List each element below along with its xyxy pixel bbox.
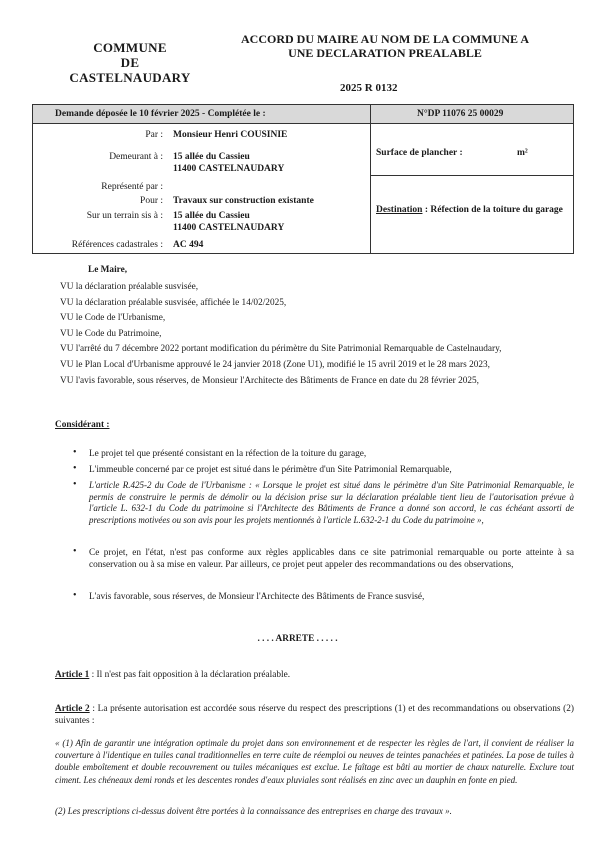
article-1-label: Article 1 [55, 670, 90, 680]
surface-unit: m² [517, 148, 528, 158]
bullet-icon: • [73, 463, 77, 474]
label-par: Par : [145, 130, 163, 140]
value-demeurant: 15 allée du Cassieu [173, 152, 250, 162]
label-represente: Représenté par : [101, 182, 163, 192]
vu-item: VU le Code de l'Urbanisme, [60, 313, 166, 324]
prescription-2: (2) Les prescriptions ci-dessus doivent être portées à la connaissance des entreprises en charge des travaux ». [55, 806, 452, 816]
table-divider [371, 175, 573, 176]
application-table [32, 104, 574, 254]
label-demeurant: Demeurant à : [109, 152, 163, 162]
table-divider [370, 105, 371, 253]
commune-line: DE [120, 55, 140, 70]
considerant-title: Considérant : [55, 420, 110, 430]
document-title [210, 32, 560, 60]
vu-item: VU l'arrêté du 7 décembre 2022 portant modification du périmètre du Site Patrimonial Remarquable de Castelnaudary, [60, 344, 502, 355]
vu-item: VU la déclaration préalable susvisée, affichée le 14/02/2025, [60, 297, 287, 308]
le-maire: Le Maire, [88, 265, 128, 275]
destination-value: : Réfection de la toiture du garage [422, 205, 563, 215]
vu-item: VU l'avis favorable, sous réserves, de Monsieur l'Architecte des Bâtiments de France en date du 28 février 2025, [60, 375, 479, 386]
surface-label: Surface de plancher : [376, 148, 463, 158]
vu-item: VU la déclaration préalable susvisée, [60, 282, 199, 292]
bullet-icon: • [73, 590, 77, 601]
value-cadastre: AC 494 [173, 240, 204, 250]
value-par: Monsieur Henri COUSINIE [173, 130, 288, 140]
bullet-icon: • [73, 546, 77, 557]
commune-line: CASTELNAUDARY [69, 70, 191, 85]
bullet-icon: • [73, 447, 77, 458]
value-pour: Travaux sur construction existante [173, 196, 314, 206]
label-cadastre: Références cadastrales : [71, 240, 163, 250]
arrete-heading: . . . . ARRETE . . . . . [257, 634, 338, 644]
value-terrain: 11400 CASTELNAUDARY [173, 223, 285, 233]
dossier-number: N°DP 11076 25 00029 [417, 109, 504, 119]
label-pour: Pour : [140, 196, 163, 206]
vu-item: VU le Code du Patrimoine, [60, 328, 162, 339]
vu-item: VU le Plan Local d'Urbanisme approuvé le 24 janvier 2018 (Zone U1), modifié le 15 avril 2019 et le 28 mars 2023, [60, 360, 490, 371]
label-terrain: Sur un terrain sis à : [86, 211, 163, 221]
value-terrain: 15 allée du Cassieu [173, 211, 250, 221]
article-1 [55, 669, 290, 682]
article-2 [55, 703, 574, 727]
prescription-1: « (1) Afin de garantir une intégration optimale du projet dans son environnement et de respecter les règles de l'art, il convient de réaliser la couverture à l'identique en tuiles canal traditionnelles en terre cuite de réemploi ou neuves de teintes panachées et patinées. La pose de tuiles à double emboîtement et double recouvrement ou tuiles mécaniques est exclue. Le faîtage est bâti au mortier de chaux naturelle. Exclure tout ciment. Les chéneaux demi ronds et les descentes rondes d'eaux pluviales sont réalisés en zinc avec un dauphin en fonte en pied. [55, 738, 574, 785]
destination [376, 204, 566, 216]
considerant-item: Le projet tel que présenté consistant en la réfection de la toiture du garage, [89, 449, 367, 459]
article-2-label: Article 2 [55, 704, 90, 714]
commune-line: COMMUNE [93, 40, 167, 55]
title-line: ACCORD DU MAIRE AU NOM DE LA COMMUNE A [241, 32, 529, 46]
considerant-item: Ce projet, en l'état, n'est pas conforme aux règles applicables dans ce site patrimonial remarquable ou porte atteinte à sa conservation ou à sa mise en valeur. Par ailleurs, ce projet peut appeler des recommandations ou des observations, [89, 548, 574, 570]
considerant-item: L'immeuble concerné par ce projet est situé dans le périmètre d'un Site Patrimonial Remarquable, [89, 465, 452, 475]
destination-label: Destination [376, 205, 423, 215]
bullet-icon: • [73, 479, 77, 490]
reference-number: 2025 R 0132 [340, 82, 398, 94]
value-demeurant: 11400 CASTELNAUDARY [173, 164, 285, 174]
article-2-text: : La présente autorisation est accordée sous réserve du respect des prescriptions (1) et des recommandations ou observations (2) suivantes : [55, 704, 575, 726]
title-line: UNE DECLARATION PREALABLE [288, 46, 482, 60]
considerant-item: L'article R.425-2 du Code de l'Urbanisme : « Lorsque le projet est situé dans le périmètre d'un Site Patrimonial Remarquable, le permis de construire le permis de démolir ou la décision prise sur la déclaration préalable tient lieu de l'autorisation prévue à l'article L. 632-1 du Code du patrimoine si l'Architecte des Bâtiments de France a donné son accord, le cas échéant assorti de prescriptions motivées ou son avis pour les projets mentionnés à l'article L.632-2-1 du Code du patrimoine », [89, 480, 574, 526]
demande-date: Demande déposée le 10 février 2025 - Complétée le : [55, 109, 266, 119]
vu-list [60, 280, 574, 390]
commune-block [60, 40, 200, 85]
article-1-text: : Il n'est pas fait opposition à la déclaration préalable. [89, 670, 291, 680]
considerant-item: L'avis favorable, sous réserves, de Monsieur l'Architecte des Bâtiments de France susvisé, [89, 592, 425, 602]
